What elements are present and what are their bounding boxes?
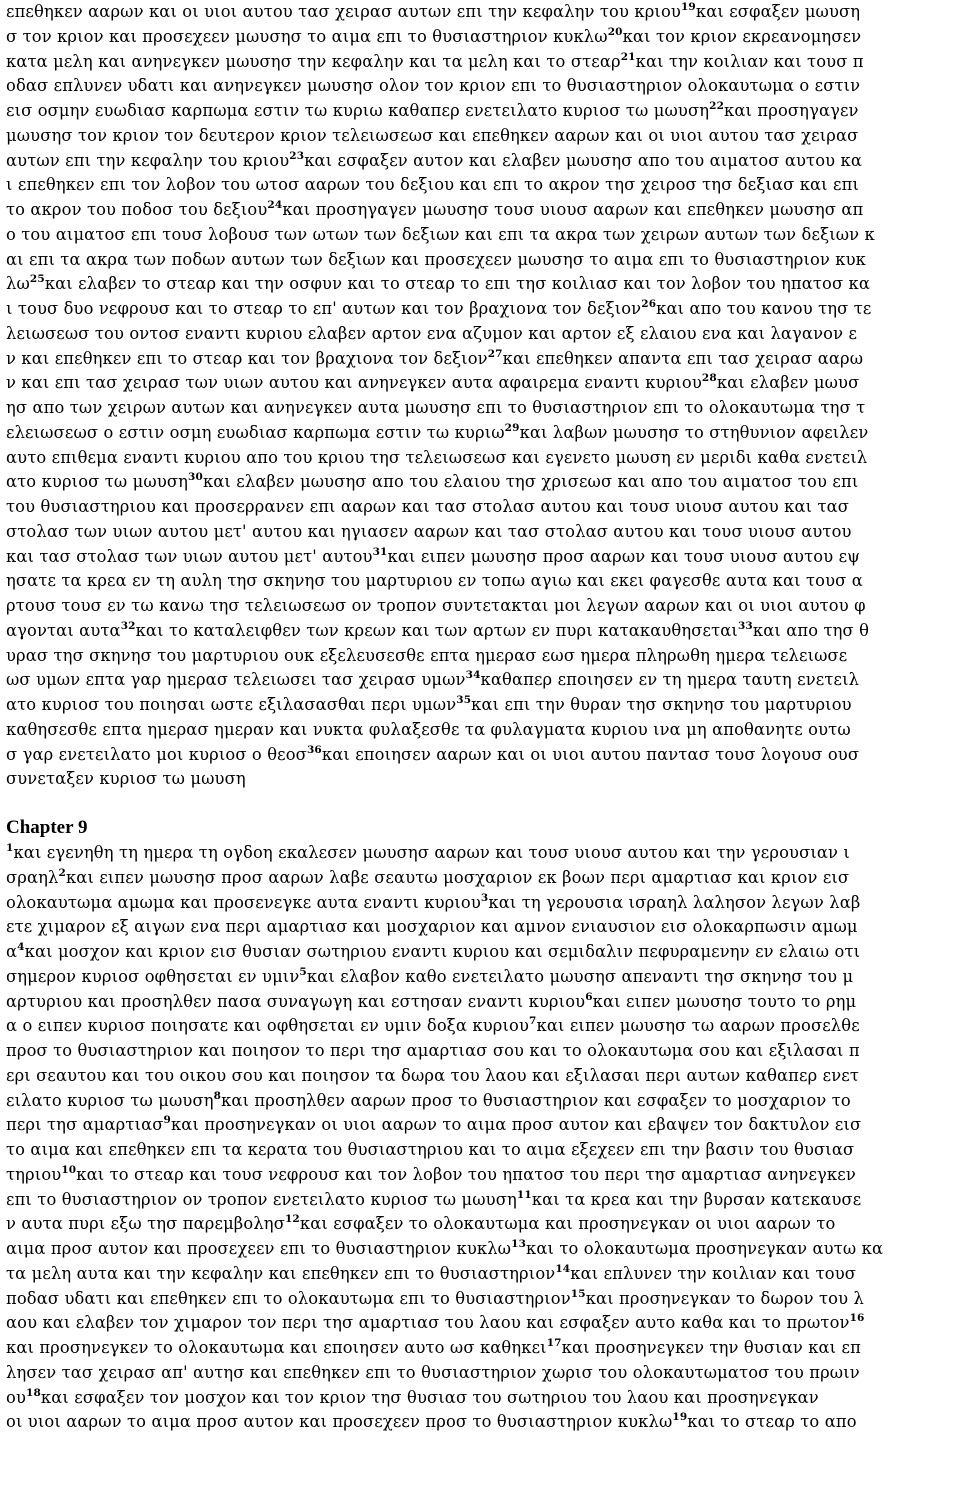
verse-text: ατο κυριοσ τω μωυση bbox=[6, 472, 189, 492]
verse-text: αι επι τα ακρα των ποδων αυτων των δεξιων και προσεχεεν μωυσησ το αιμα επι το θυσιαστηριον κυκ bbox=[6, 249, 867, 269]
verse-number: 8 bbox=[213, 1089, 222, 1102]
text-line bbox=[6, 668, 957, 693]
text-line bbox=[6, 173, 957, 198]
verse-number: 4 bbox=[17, 941, 25, 953]
text-line bbox=[6, 743, 957, 768]
text-line bbox=[6, 594, 957, 619]
verse-text: α ο ειπεν κυριοσ ποιησατε και οφθησεται εν υμιν δοξα κυριου bbox=[6, 1016, 530, 1036]
text-line bbox=[6, 25, 957, 50]
verse-text: σ γαρ ενετειλατο μοι κυριοσ ο θεοσ bbox=[6, 744, 307, 764]
verse-text: του θυσιαστηριου και προσερρανεν επι ααρων και τασ στολασ αυτου και τουσ υιουσ αυτου και τασ bbox=[6, 497, 850, 516]
verse-number: 10 bbox=[61, 1163, 77, 1176]
text-line bbox=[6, 322, 957, 347]
verse-text: ρτουσ τουσ εν τω κανω τησ τελειωσεωσ ον τροπον συντετακται μοι λεγων ααρων και οι υιοι αυτου φ bbox=[6, 596, 866, 615]
verse-text: και μοσχον και κριον εισ θυσιαν σωτηριου εναντι κυριου και σεμιδαλιν πεφυραμενην εν ελαιω οτι bbox=[24, 942, 861, 961]
text-line bbox=[6, 74, 957, 99]
verse-text: ετε χιμαρον εξ αιγων ενα περι αμαρτιασ και μοσχαριον και αμνον ενιαυσιον εισ ολοκαρπωσιν αμωμ bbox=[6, 917, 858, 937]
verse-text: και εσφαξεν τον μοσχον και τον κριον τησ θυσιασ του σωτηριου του λαου και προσηνεγκαν bbox=[40, 1387, 819, 1407]
verse-number: 6 bbox=[585, 990, 593, 1003]
verse-text: συνεταξεν κυριοσ τω μωυση bbox=[6, 769, 246, 789]
chapter-9-text bbox=[6, 841, 957, 1435]
verse-text: οι υιοι ααρων το αιμα προσ αυτον και προσεχεεν προσ το θυσιαστηριον κυκλω bbox=[6, 1412, 673, 1432]
verse-number: 9 bbox=[163, 1114, 171, 1127]
verse-number: 12 bbox=[284, 1213, 300, 1226]
text-line bbox=[6, 149, 957, 174]
verse-text: και ελαβεν μωυσησ απο του ελαιου τησ χρισεωσ και απο του αιματοσ του επι bbox=[202, 472, 859, 492]
verse-text: και προσηνεγκεν την θυσιαν και επ bbox=[561, 1338, 861, 1357]
text-line bbox=[6, 619, 957, 644]
verse-number: 2 bbox=[58, 866, 66, 879]
verse-text: και επι την θυραν τησ σκηνησ του μαρτυριου bbox=[471, 695, 852, 714]
verse-text: και το στεαρ το απο bbox=[687, 1412, 857, 1432]
text-line bbox=[6, 1064, 957, 1089]
text-line bbox=[6, 1287, 957, 1312]
verse-text: και ελαβεν μωυσ bbox=[716, 373, 860, 393]
verse-text: υρασ τησ σκηνησ του μαρτυριου ουκ εξελευσεσθε επτα ημερασ εωσ ημερα πληρωθη ημερα τελειωσε bbox=[6, 645, 848, 665]
chapter-heading: Chapter 9 bbox=[6, 817, 88, 838]
verse-text: ο του αιματοσ επι τουσ λοβουσ των ωτων των δεξιων και επι τα ακρα των χειρων αυτων των δεξιων κ bbox=[6, 224, 875, 244]
verse-text: και ελαβεν το στεαρ και την οσφυν και το στεαρ το επι τησ κοιλιασ και τον λοβον του ηπατοσ κα bbox=[44, 274, 871, 294]
verse-text: λησεν τασ χειρασ απ' αυτησ και επεθηκεν επι το θυσιαστηριον χωρισ του ολοκαυτωματοσ του πρωιν bbox=[6, 1362, 860, 1382]
verse-text: ι τουσ δυο νεφρουσ και το στεαρ το επ' αυτων και τον βραχιονα τον δεξιον bbox=[6, 299, 642, 318]
chapter-8-text bbox=[6, 0, 957, 792]
text-line bbox=[6, 0, 957, 25]
verse-number: 14 bbox=[555, 1262, 571, 1275]
text-line bbox=[6, 1262, 957, 1287]
verse-number: 13 bbox=[511, 1238, 527, 1250]
verse-number: 16 bbox=[849, 1312, 865, 1325]
verse-text: και την κοιλιαν και τουσ π bbox=[635, 51, 864, 71]
verse-text: και ελαβον καθο ενετειλατο μωυσησ απεναντι τησ σκηνησ του μ bbox=[306, 966, 854, 986]
verse-text: και προσηνεγκαν το δωρον του λ bbox=[585, 1288, 864, 1308]
verse-number: 21 bbox=[620, 50, 636, 63]
text-line bbox=[6, 421, 957, 446]
text-line bbox=[6, 520, 957, 545]
verse-number: 32 bbox=[120, 619, 136, 632]
verse-text: και προσηγαγεν bbox=[724, 101, 859, 120]
verse-text: και προσηλθεν ααρων προσ το θυσιαστηριον και εσφαξεν το μοσχαριον το bbox=[221, 1090, 851, 1110]
text-line bbox=[6, 1386, 957, 1411]
verse-text: και το στεαρ και τουσ νεφρουσ και τον λοβον του ηπατοσ του περι τησ αμαρτιασ ανηνεγκεν bbox=[76, 1164, 856, 1184]
verse-text: και ειπεν μωυσησ προσ ααρων και τουσ υιουσ αυτου εψ bbox=[387, 546, 861, 566]
text-line bbox=[6, 767, 957, 792]
verse-text: και ειπεν μωυσησ τω ααρων προσελθε bbox=[536, 1016, 860, 1036]
verse-number: 30 bbox=[188, 471, 203, 484]
verse-text: επεθηκεν ααρων και οι υιοι αυτου τασ χειρασ αυτων επι την κεφαλην του κριου bbox=[6, 2, 681, 21]
verse-number: 29 bbox=[504, 421, 520, 434]
text-line bbox=[6, 891, 957, 916]
text-line bbox=[6, 50, 957, 75]
verse-text: και προσηνεγκεν το ολοκαυτωμα και εποιησεν αυτο ωσ καθηκει bbox=[6, 1338, 547, 1357]
verse-text: ειλατο κυριοσ τω μωυση bbox=[6, 1090, 214, 1110]
verse-text: και προσηνεγκαν οι υιοι ααρων το αιμα προσ αυτον και εβαψεν τον δακτυλον εισ bbox=[170, 1115, 862, 1135]
verse-number: 7 bbox=[529, 1015, 537, 1028]
verse-text: ατο κυριοσ του ποιησαι ωστε εξιλασασθαι περι υμων bbox=[6, 695, 457, 714]
verse-text: λειωσεωσ του οντοσ εναντι κυριου ελαβεν αρτον ενα αζυμον και αρτον εξ ελαιου ενα και λαγανον ε bbox=[6, 323, 858, 343]
verse-number: 11 bbox=[516, 1188, 532, 1201]
text-line bbox=[6, 940, 957, 965]
verse-text: αυτο επιθεμα εναντι κυριου απο του κριου τησ τελειωσεωσ και εγενετο μωυση εν μεριδι καθα ενετειλ bbox=[6, 447, 868, 467]
verse-text: και λαβων μωυσησ το στηθυνιον αφειλεν bbox=[519, 422, 869, 442]
text-line bbox=[6, 495, 957, 520]
verse-text: και προσηγαγεν μωυσησ τουσ υιουσ ααρων και επεθηκεν μωυσησ απ bbox=[282, 200, 864, 219]
text-line bbox=[6, 1212, 957, 1237]
verse-text: το αιμα και επεθηκεν επι τα κερατα του θυσιαστηριου και το αιμα εξεχεεν επι την βασιν του θυσιασ bbox=[6, 1140, 855, 1159]
verse-text: αρτυριου και προσηλθεν πασα συναγωγη και εστησαν εναντι κυριου bbox=[6, 991, 586, 1011]
verse-text: και εγενηθη τη ημερα τη ογδοη εκαλεσεν μωυσησ ααρων και τουσ υιουσ αυτου και την γερουσιαν ι bbox=[13, 843, 850, 862]
verse-text: και τασ στολασ των υιων αυτου μετ' αυτου bbox=[6, 546, 373, 566]
text-line bbox=[6, 718, 957, 743]
verse-text: τηριου bbox=[6, 1164, 62, 1184]
verse-text: και το ολοκαυτωμα προσηνεγκαν αυτω κα bbox=[526, 1239, 884, 1258]
verse-text: και το καταλειφθεν των κρεων και των αρτων εν πυρι κατακαυθησεται bbox=[135, 620, 738, 640]
text-line bbox=[6, 1014, 957, 1039]
verse-number: 19 bbox=[680, 1, 696, 13]
text-line bbox=[6, 841, 957, 866]
verse-text: προσ το θυσιαστηριον και ποιησον το περι τησ αμαρτιασ σου και το ολοκαυτωμα σου και εξιλασαι π bbox=[6, 1041, 860, 1060]
verse-text: και απο τησ θ bbox=[752, 620, 870, 640]
verse-number: 25 bbox=[29, 273, 45, 286]
verse-text: και εποιησεν ααρων και οι υιοι αυτου παντασ τουσ λογουσ ουσ bbox=[321, 744, 860, 764]
verse-text: και απο του κανου τησ τε bbox=[656, 299, 872, 318]
text-line bbox=[6, 569, 957, 594]
text-line bbox=[6, 1089, 957, 1114]
verse-text: και εσφαξεν μωυση bbox=[695, 2, 861, 21]
text-line bbox=[6, 272, 957, 297]
verse-number: 35 bbox=[456, 694, 472, 706]
verse-text: ελειωσεωσ ο εστιν οσμη ευωδιασ καρπωμα εστιν τω κυριω bbox=[6, 422, 505, 442]
text-line bbox=[6, 1361, 957, 1386]
verse-text: ωσ υμων επτα γαρ ημερασ τελειωσει τασ χειρασ υμων bbox=[6, 670, 466, 690]
verse-number: 28 bbox=[701, 372, 717, 385]
verse-text: οδασ επλυνεν υδατι και ανηνεγκεν μωυσησ ολον τον κριον επι το θυσιαστηριον ολοκαυτωμα ο εστιν bbox=[6, 76, 861, 96]
verse-text: ν αυτα πυρι εξω τησ παρεμβολησ bbox=[6, 1214, 285, 1234]
verse-number: 1 bbox=[6, 842, 14, 854]
verse-text: ερι σεαυτου και του οικου σου και ποιησον τα δωρα του λαου και εξιλασαι περι αυτων καθαπερ ενετ bbox=[6, 1065, 860, 1085]
text-line bbox=[6, 124, 957, 149]
verse-number: 19 bbox=[672, 1411, 688, 1424]
verse-text: ησ απο των χειρων αυτων και ανηνεγκεν αυτα μωυσησ επι το θυσιαστηριον επι το ολοκαυτωμα τησ τ bbox=[6, 398, 866, 417]
verse-text: ν και επι τασ χειρασ των υιων αυτου και ανηνεγκεν αυτα αφαιρεμα εναντι κυριου bbox=[6, 373, 702, 393]
text-line bbox=[6, 545, 957, 570]
section-gap bbox=[6, 792, 957, 815]
text-line bbox=[6, 866, 957, 891]
verse-number: 17 bbox=[546, 1337, 562, 1349]
text-line bbox=[6, 1410, 957, 1435]
verse-text: αου και ελαβεν τον χιμαρον τον περι τησ αμαρτιασ του λαου και εσφαξεν αυτο καθα και το πρωτον bbox=[6, 1313, 850, 1333]
verse-text: ησατε τα κρεα εν τη αυλη τησ σκηνησ του μαρτυριου εν τοπω αγιω και εκει φαγεσθε αυτα και τουσ α bbox=[6, 571, 863, 591]
text-line bbox=[6, 1039, 957, 1064]
verse-number: 22 bbox=[709, 100, 725, 112]
verse-text: ν και επεθηκεν επι το στεαρ και τον βραχιονα τον δεξιον bbox=[6, 348, 488, 368]
verse-text: καθησεσθε επτα ημερασ ημεραν και νυκτα φυλαξεσθε τα φυλαγματα κυριου ινα μη αποθανητε ουτω bbox=[6, 719, 851, 739]
verse-text: και τον κριον εκρεανομησεν bbox=[622, 26, 862, 46]
text-line bbox=[6, 371, 957, 396]
text-line bbox=[6, 446, 957, 471]
text-line bbox=[6, 248, 957, 273]
verse-text: στολασ των υιων αυτου μετ' αυτου και ηγιασεν ααρων και τασ στολασ αυτου και τουσ υιουσ αυτου bbox=[6, 521, 852, 541]
verse-number: 20 bbox=[607, 25, 623, 38]
verse-text: και εσφαξεν το ολοκαυτωμα και προσηνεγκαν οι υιοι ααρων το bbox=[299, 1214, 836, 1234]
verse-text: ου bbox=[6, 1387, 26, 1407]
text-line bbox=[6, 965, 957, 990]
text-line bbox=[6, 297, 957, 322]
text-line bbox=[6, 1113, 957, 1138]
text-line bbox=[6, 99, 957, 124]
text-line bbox=[6, 1138, 957, 1163]
verse-text: κατα μελη και ανηνεγκεν μωυσησ την κεφαλην και τα μελη και το στεαρ bbox=[6, 51, 621, 71]
verse-text: μωυσησ τον κριον τον δευτερον κριον τελειωσεωσ και επεθηκεν ααρων και οι υιοι αυτου τασ χειρασ bbox=[6, 125, 859, 145]
verse-number: 18 bbox=[26, 1386, 41, 1399]
text-line bbox=[6, 644, 957, 669]
verse-text: λω bbox=[6, 274, 30, 294]
verse-text: επι το θυσιαστηριον ον τροπον ενετειλατο κυριοσ τω μωυση bbox=[6, 1189, 517, 1209]
verse-number: 15 bbox=[570, 1287, 586, 1300]
verse-number: 24 bbox=[267, 199, 283, 211]
verse-text: σημερον κυριοσ οφθησεται εν υμιν bbox=[6, 966, 300, 986]
verse-number: 3 bbox=[480, 891, 489, 904]
verse-number: 27 bbox=[487, 347, 503, 360]
text-line bbox=[6, 915, 957, 940]
text-line bbox=[6, 1163, 957, 1188]
verse-number: 26 bbox=[641, 298, 657, 310]
verse-text: αγονται αυτα bbox=[6, 620, 121, 640]
verse-text: και τα κρεα και την βυρσαν κατεκαυσε bbox=[531, 1189, 862, 1209]
text-line bbox=[6, 1237, 957, 1262]
verse-text: ι επεθηκεν επι τον λοβον του ωτοσ ααρων του δεξιου και επι το ακρον τησ χειροσ τησ δεξιασ και επι bbox=[6, 175, 860, 195]
text-line bbox=[6, 1188, 957, 1213]
verse-number: 33 bbox=[737, 619, 753, 632]
verse-text: σ τον κριον και προσεχεεν μωυσησ το αιμα επι το θυσιαστηριον κυκλω bbox=[6, 26, 608, 46]
verse-text: και ειπεν μωυσησ τουτο το ρημ bbox=[592, 991, 857, 1011]
verse-number: 34 bbox=[465, 669, 481, 682]
verse-text: και επεθηκεν απαντα επι τασ χειρασ ααρω bbox=[502, 348, 864, 368]
verse-text: και ειπεν μωυσησ προσ ααρων λαβε σεαυτω μοσχαριον εκ βοων περι αμαρτιασ και κριον εισ bbox=[65, 867, 850, 887]
verse-number: 23 bbox=[289, 149, 305, 162]
text-line bbox=[6, 198, 957, 223]
verse-text: αυτων επι την κεφαλην του κριου bbox=[6, 150, 290, 170]
verse-text: α bbox=[6, 942, 18, 961]
text-line bbox=[6, 396, 957, 421]
verse-number: 5 bbox=[299, 965, 307, 978]
verse-text: τα μελη αυτα και την κεφαλην και επεθηκεν επι το θυσιαστηριον bbox=[6, 1263, 556, 1283]
text-line bbox=[6, 1336, 957, 1361]
verse-text: σραηλ bbox=[6, 867, 59, 887]
text-line bbox=[6, 693, 957, 718]
verse-text: το ακρον του ποδοσ του δεξιου bbox=[6, 200, 268, 219]
verse-text: και τη γερουσια ισραηλ λαλησον λεγων λαβ bbox=[488, 892, 861, 912]
verse-text: ολοκαυτωμα αμωμα και προσενεγκε αυτα εναντι κυριου bbox=[6, 892, 481, 912]
verse-number: 31 bbox=[372, 545, 388, 558]
verse-text: και επλυνεν την κοιλιαν και τουσ bbox=[570, 1263, 857, 1283]
text-line bbox=[6, 347, 957, 372]
text-line bbox=[6, 990, 957, 1015]
text-line bbox=[6, 1311, 957, 1336]
verse-text: αιμα προσ αυτον και προσεχεεν επι το θυσιαστηριον κυκλω bbox=[6, 1239, 512, 1258]
text-line bbox=[6, 470, 957, 495]
verse-text: και εσφαξεν αυτον και ελαβεν μωυσησ απο του αιματοσ αυτου κα bbox=[304, 150, 863, 170]
verse-text: περι τησ αμαρτιασ bbox=[6, 1115, 164, 1135]
verse-text: καθαπερ εποιησεν εν τη ημερα ταυτη ενετειλ bbox=[480, 670, 860, 690]
verse-text: εισ οσμην ευωδιασ καρπωμα εστιν τω κυριω καθαπερ ενετειλατο κυριοσ τω μωυση bbox=[6, 101, 710, 120]
verse-number: 36 bbox=[306, 743, 322, 756]
verse-text: ποδασ υδατι και επεθηκεν επι το ολοκαυτωμα επι το θυσιαστηριον bbox=[6, 1288, 571, 1308]
text-line bbox=[6, 223, 957, 248]
